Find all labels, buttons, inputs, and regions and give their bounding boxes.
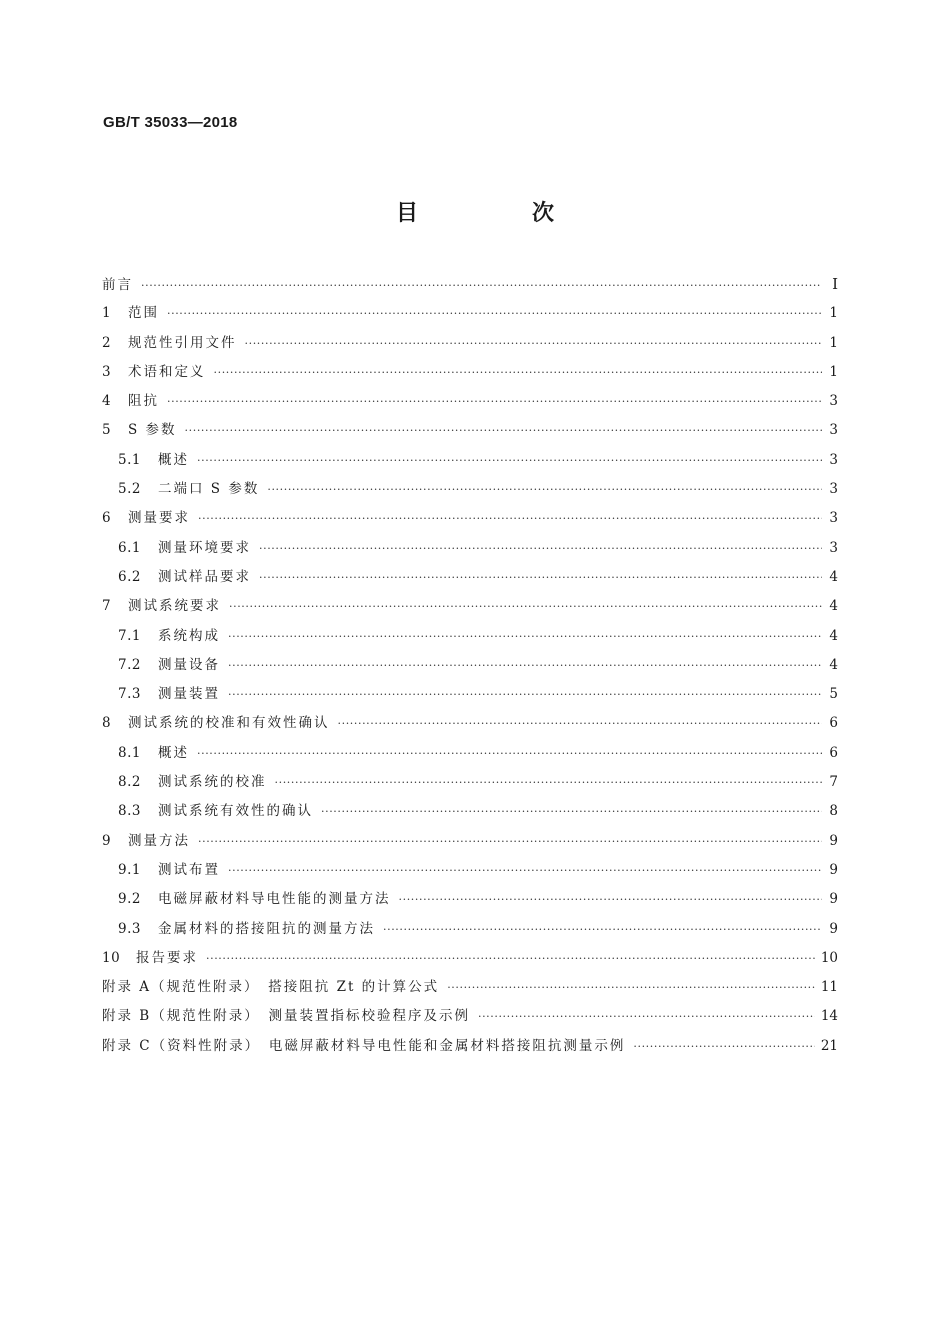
toc-entry-label: 附录 A（规范性附录） 搭接阻抗 Zt 的计算公式 (102, 979, 440, 996)
toc-entry-number: 3 (102, 363, 112, 380)
toc-entry-number: 8.1 (118, 744, 141, 761)
toc-entry-number: 7 (102, 598, 112, 615)
dot-leader (259, 563, 822, 592)
toc-entry-label: 概述 (158, 744, 189, 761)
dot-leader (245, 329, 823, 358)
dot-leader (228, 651, 822, 680)
toc-entry-number: 6.1 (118, 539, 141, 556)
toc-entry-label: 术语和定义 (128, 363, 206, 380)
toc-entry-3[interactable] (102, 358, 838, 387)
toc-entry-5[interactable] (102, 416, 838, 445)
toc-entry-number: 6.2 (118, 568, 141, 585)
dot-leader (198, 504, 822, 533)
toc-entry-number: 9.2 (118, 891, 141, 908)
toc-entry-label: S 参数 (128, 422, 177, 439)
dot-leader (197, 739, 822, 768)
dot-leader (259, 534, 822, 563)
dot-leader (167, 299, 822, 328)
dot-leader (228, 680, 822, 709)
toc-entry-label: 规范性引用文件 (128, 334, 237, 351)
toc-entry-page: 9 (829, 891, 838, 908)
toc-entry-number: 7.3 (118, 686, 141, 703)
toc-entry-8-3[interactable] (102, 797, 838, 826)
toc-entry-page: 3 (829, 393, 838, 410)
toc-entry-label: 测试系统要求 (128, 598, 221, 615)
toc-entry-number: 7.2 (118, 656, 141, 673)
toc-entry-page: 3 (829, 451, 838, 468)
toc-entry-number: 9.3 (118, 920, 141, 937)
toc-entry-number: 5 (102, 422, 112, 439)
toc-entry-label: 阻抗 (128, 393, 159, 410)
dot-leader (447, 973, 815, 1002)
dot-leader (206, 944, 815, 973)
toc-entry-1[interactable] (102, 299, 838, 328)
toc-entry-number: 5.2 (118, 481, 141, 498)
dot-leader (198, 827, 822, 856)
toc-entry-7-1[interactable] (102, 622, 838, 651)
toc-title: 目 次 (395, 201, 600, 226)
toc-entry-number: 5.1 (118, 451, 141, 468)
toc-entry-6-1[interactable] (102, 534, 838, 563)
toc-entry-page: 11 (820, 979, 838, 996)
toc-entry-page: 6 (829, 744, 838, 761)
toc-entry-label: 电磁屏蔽材料导电性能的测量方法 (158, 891, 391, 908)
toc-entry-7-3[interactable] (102, 680, 838, 709)
toc-entry-number: 7.1 (118, 627, 141, 644)
toc-entry-page: 3 (829, 510, 838, 527)
toc-entry-page: Ⅰ (832, 275, 838, 293)
toc-entry-label: 二端口 S 参数 (158, 481, 260, 498)
toc-entry-label: 测试系统的校准 (158, 774, 267, 791)
toc-entry-7[interactable] (102, 592, 838, 621)
dot-leader (478, 1002, 815, 1031)
toc-entry-4[interactable] (102, 387, 838, 416)
toc-entry-8-2[interactable] (102, 768, 838, 797)
toc-entry-label: 报告要求 (136, 949, 198, 966)
toc-entry-label: 附录 B（规范性附录） 测量装置指标校验程序及示例 (102, 1008, 470, 1025)
toc-entry-page: 4 (829, 598, 838, 615)
toc-entry-page: 9 (829, 832, 838, 849)
toc-entry-page: 4 (829, 568, 838, 585)
toc-entry-number: 8 (102, 715, 112, 732)
standard-code: GB/T 35033—2018 (103, 114, 238, 131)
toc-entry-page: 3 (829, 422, 838, 439)
dot-leader (197, 446, 822, 475)
toc-entry-number: 9 (102, 832, 112, 849)
toc-entry-label: 测量环境要求 (158, 539, 251, 556)
toc-entry-page: 1 (829, 334, 838, 351)
dot-leader (321, 797, 822, 826)
toc-entry-10[interactable] (102, 944, 838, 973)
toc-entry-annex-c[interactable] (102, 1032, 838, 1061)
toc-entry-page: 9 (829, 920, 838, 937)
toc-entry-page: 9 (829, 861, 838, 878)
dot-leader (141, 271, 822, 300)
toc-entry-6[interactable] (102, 504, 838, 533)
toc-entry-page: 14 (820, 1008, 838, 1025)
toc-entry-label: 测试系统有效性的确认 (158, 803, 313, 820)
toc-entry-label: 测量设备 (158, 656, 220, 673)
toc-entry-label: 范围 (128, 305, 159, 322)
toc-entry-label: 测量方法 (128, 832, 190, 849)
toc-entry-number: 1 (102, 305, 112, 322)
toc-entry-page: 3 (829, 539, 838, 556)
toc-entry-9-1[interactable] (102, 856, 838, 885)
toc-entry-annex-b[interactable] (102, 1002, 838, 1031)
toc-entry-annex-a[interactable] (102, 973, 838, 1002)
toc-entry-label: 金属材料的搭接阻抗的测量方法 (158, 920, 375, 937)
toc-entry-label: 概述 (158, 451, 189, 468)
toc-entry-label: 测试系统的校准和有效性确认 (128, 715, 330, 732)
toc-entry-9-2[interactable] (102, 885, 838, 914)
toc-entry-page: 4 (829, 627, 838, 644)
toc-entry-2[interactable] (102, 329, 838, 358)
dot-leader (228, 622, 822, 651)
toc-entry-label: 测量装置 (158, 686, 220, 703)
toc-entry-page: 1 (829, 305, 838, 322)
toc-entry-6-2[interactable] (102, 563, 838, 592)
toc-entry-foreword[interactable] (102, 270, 838, 299)
toc-entry-number: 2 (102, 334, 112, 351)
dot-leader (633, 1032, 814, 1061)
toc-entry-page: 7 (829, 774, 838, 791)
dot-leader (267, 475, 822, 504)
toc-entry-number: 4 (102, 393, 112, 410)
dot-leader (228, 856, 822, 885)
dot-leader (383, 915, 822, 944)
toc-entry-number: 6 (102, 510, 112, 527)
toc-entry-5-1[interactable] (102, 446, 838, 475)
dot-leader (275, 768, 823, 797)
toc-entry-number: 9.1 (118, 861, 141, 878)
toc-entry-page: 21 (820, 1037, 838, 1054)
toc-entry-label: 测试布置 (158, 861, 220, 878)
toc-entry-7-2[interactable] (102, 651, 838, 680)
dot-leader (185, 416, 822, 445)
toc-entry-number: 8.3 (118, 803, 141, 820)
toc-entry-page: 6 (829, 715, 838, 732)
toc-entry-page: 5 (829, 686, 838, 703)
toc-entry-8[interactable] (102, 709, 838, 738)
dot-leader (229, 592, 822, 621)
toc-entry-page: 1 (829, 363, 838, 380)
toc-entry-5-2[interactable] (102, 475, 838, 504)
table-of-contents (102, 270, 838, 1061)
dot-leader (399, 885, 823, 914)
toc-entry-label: 前言 (102, 277, 133, 293)
toc-entry-label: 测试样品要求 (158, 568, 251, 585)
dot-leader (167, 387, 822, 416)
toc-entry-label: 系统构成 (158, 627, 220, 644)
toc-entry-8-1[interactable] (102, 739, 838, 768)
dot-leader (214, 358, 823, 387)
toc-entry-label: 测量要求 (128, 510, 190, 527)
dot-leader (338, 709, 823, 738)
toc-entry-label: 附录 C（资料性附录） 电磁屏蔽材料导电性能和金属材料搭接阻抗测量示例 (102, 1037, 626, 1054)
toc-entry-9[interactable] (102, 827, 838, 856)
toc-entry-page: 8 (829, 803, 838, 820)
toc-entry-number: 8.2 (118, 774, 141, 791)
toc-entry-page: 3 (829, 481, 838, 498)
toc-entry-number: 10 (102, 949, 121, 966)
toc-entry-page: 10 (820, 949, 838, 966)
toc-entry-9-3[interactable] (102, 915, 838, 944)
toc-entry-page: 4 (829, 656, 838, 673)
